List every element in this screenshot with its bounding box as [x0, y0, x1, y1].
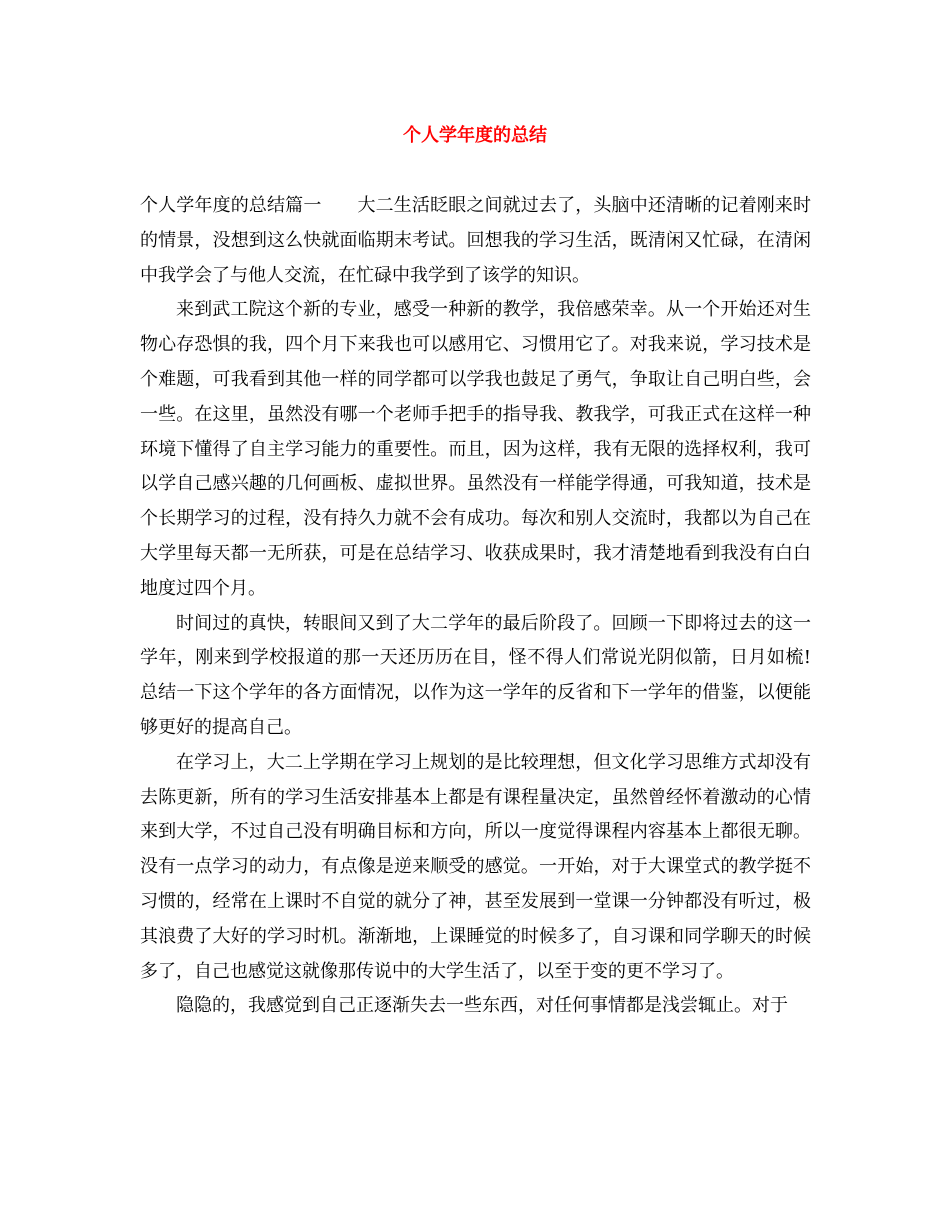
paragraph: 在学习上，大二上学期在学习上规划的是比较理想，但文化学习思维方式却没有去陈更新，所有的学习生活安排基本上都是有课程量决定，虽然曾经怀着激动的心情来到大学，不过自己没有明确目标和方向，所以一度觉得课程内容基本上都很无聊。没有一点学习的动力，有点像是逆来顺受的感觉。一开始，对于大课堂式的教学挺不习惯的，经常在上课时不自觉的就分了神，甚至发展到一堂课一分钟都没有听过，极其浪费了大好的学习时机。渐渐地，上课睡觉的时候多了，自习课和同学聊天的时候多了，自己也感觉这就像那传说中的大学生活了，以至于变的更不学习了。 — [140, 751, 811, 982]
paragraph-lead — [140, 189, 811, 293]
section-label: 个人学年度的总结篇一 — [140, 195, 322, 216]
document-body — [140, 189, 811, 1024]
document-title: 个人学年度的总结 — [403, 125, 547, 146]
paragraph-lead-text: 大二生活眨眼之间就过去了，头脑中还清晰的记着刚来时的情景，没想到这么快就面临期末考试。回想我的学习生活，既清闲又忙碌，在清闲中我学会了与他人交流，在忙碌中我学到了该学的知识。 — [140, 195, 812, 286]
paragraph: 来到武工院这个新的专业，感受一种新的教学，我倍感荣幸。从一个开始还对生物心存恐惧的我，四个月下来我也可以感用它、习惯用它了。对我来说，学习技术是个难题，可我看到其他一样的同学都可以学我也鼓足了勇气，争取让自己明白些，会一些。在这里，虽然没有哪一个老师手把手的指导我、教我学，可我正式在这样一种环境下懂得了自主学习能力的重要性。而且，因为这样，我有无限的选择权利，我可以学自己感兴趣的几何画板、虚拟世界。虽然没有一样能学得通，可我知道，技术是个长期学习的过程，没有持久力就不会有成功。每次和别人交流时，我都以为自己在大学里每天都一无所获，可是在总结学习、收获成果时，我才清楚地看到我没有白白地度过四个月。 — [140, 299, 811, 599]
paragraph: 隐隐的，我感觉到自己正逐渐失去一些东西，对任何事情都是浅尝辄止。对于 — [176, 995, 788, 1017]
paragraph: 时间过的真快，转眼间又到了大二学年的最后阶段了。回顾一下即将过去的这一学年，刚来到学校报道的那一天还历历在目，怪不得人们常说光阴似箭，日月如梳!总结一下这个学年的各方面情况，以作为这一学年的反省和下一学年的借鉴，以便能够更好的提高自己。 — [140, 612, 811, 738]
